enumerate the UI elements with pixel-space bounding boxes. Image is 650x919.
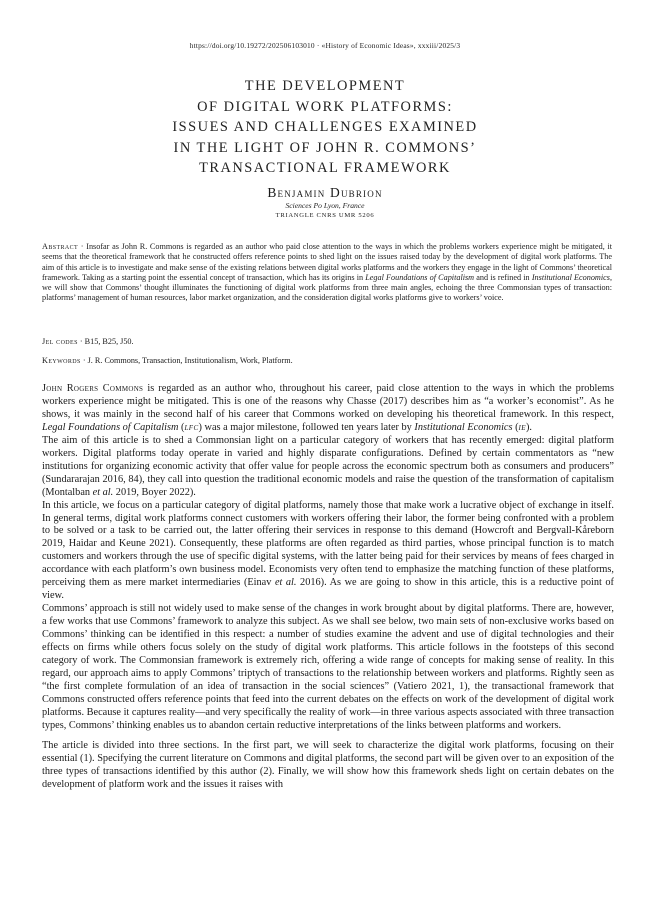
- paragraph-text: ) was a major milestone, followed ten years later by: [198, 421, 415, 433]
- paragraph-text: The aim of this article is to shed a Commonsian light on a particular category of workers that has recently emerged: digital platform workers. Digital platforms today operate in varied and highly disparate configurations. Defined by certain commentators as “new institutions for organizing economic activity that offer value for people across the economic spectrum both as consumers and producers” (Sundararajan 2016, 84), they call into question the traditional economic models and raise the question of the transformation of capitalism (Montalban: [42, 434, 614, 498]
- book-title: Legal Foundations of Capitalism: [42, 421, 179, 433]
- paragraph-text: ).: [525, 421, 532, 433]
- abstract-separator: ·: [78, 242, 87, 251]
- citation-etal: et al.: [274, 577, 297, 589]
- book-abbrev: ie: [518, 421, 526, 433]
- abstract-text: , we will show that Commons’ thought illuminates the functioning of digital work platforms from three main angles, echoing the three Commonsian types of transaction: platforms’ management of human resources, labor market organization, and the consideration digital works platforms give to workers’ voice.: [42, 272, 612, 303]
- opening-small-caps: John Rogers Commons: [42, 383, 144, 394]
- keywords-separator: ·: [80, 356, 88, 365]
- article-title: [0, 76, 650, 179]
- book-title: Institutional Economics: [414, 421, 513, 433]
- paragraph-text: The article is divided into three sections. In the first part, we will seek to characterize the digital work platforms, focusing on their essential (1). Specifying the current literature on Commons and digital platforms, the second part will be given over to an exposition of the three types of transactions identified by this author (2). Finally, we will show how this framework sheds light on certain debates on the development of platform work and the issues it raises with: [42, 739, 614, 790]
- citation-etal: et al.: [92, 486, 114, 498]
- paragraph-text: 2016). As we are going to show in this article, this is a reductive point of view.: [42, 577, 614, 602]
- title-line: THE DEVELOPMENT: [244, 78, 406, 94]
- paragraph-text: is regarded as an author who, throughout his career, paid close attention to the ways in which the problems workers experience might be mitigated. This is one of the reasons why Chasse (2017) describes him as “a worker’s economist”. As he shows, it was mainly in the second half of his career that Commons worked on developing his theoretical framework. In this respect,: [42, 383, 614, 420]
- author-affiliation: Sciences Po Lyon, France: [285, 201, 365, 210]
- abstract-text: Insofar as John R. Commons is regarded as an author who paid close attention to the ways in which the problems workers experience might be mitigated, it seems that the theoretical framework that he constructed offers reference points to shed light on the issues raised today by the development of digital work platforms. The aim of this article is to investigate and make sense of the existing relations between digital works platforms and the workers they engage in the light of Commons’ theoretical framework. Taking as a starting point the essential concept of transaction, which has its origins in: [42, 242, 612, 282]
- body-paragraph: [42, 435, 614, 500]
- article-body: [42, 383, 614, 792]
- author-name: Benjamin Dubrion: [267, 185, 383, 200]
- jel-codes: [42, 337, 612, 346]
- body-paragraph: [42, 383, 614, 435]
- abstract-book-title: Legal Foundations of Capitalism: [365, 272, 475, 282]
- jel-label: Jel codes: [42, 337, 78, 346]
- title-line: TRANSACTIONAL FRAMEWORK: [199, 160, 451, 177]
- abstract-label: Abstract: [42, 242, 79, 251]
- body-paragraph: [42, 500, 614, 604]
- author-lab: TRIANGLE CNRS UMR 5206: [275, 212, 375, 219]
- paragraph-text: (: [512, 421, 519, 433]
- paragraph-text: (: [178, 421, 185, 433]
- keywords-value: J. R. Commons, Transaction, Institutionalism, Work, Platform.: [87, 356, 293, 365]
- title-line: OF DIGITAL WORK PLATFORMS:: [197, 98, 453, 115]
- jel-value: B15, B25, J50.: [84, 337, 134, 346]
- abstract-text: and is refined in: [474, 272, 532, 282]
- abstract-book-title: Institutional Economics: [531, 272, 610, 282]
- title-line: IN THE LIGHT OF JOHN R. COMMONS’: [173, 139, 477, 156]
- book-abbrev: lfc: [184, 421, 199, 433]
- running-head: https://doi.org/10.19272/202506103010 · «History of Economic Ideas», xxxiii/2025/3: [189, 41, 461, 50]
- paragraph-text: Commons’ approach is still not widely used to make sense of the changes in work brought about by digital platforms. There are, however, a few works that use Commons’ framework to analyze this subject. As we shall see below, two main sets of non-exclusive works based on Commons’ thinking can be identified in this respect: a number of studies examine the advent and use of digital technologies and their effects on firms while others focus solely on the study of digital work platforms. This article follows in the footsteps of this second category of work. The Commonsian framework is extremely rich, offering a wide range of concepts for making sense of reality. In this regard, our approach aims to apply Commons’ triptych of transactions to the relationship between workers and platforms. Rightly seen as “the first complete formulation of an idea of transaction in the social sciences” (Vatiero 2021, 1), the transactional framework that Commons constructed offers reference points that feed into the current debates on the effects on work of the development of digital work platforms. Because it captures reality—and very specifically the reality of work—in three various aspects associated with three transaction types, Commons’ thinking enables us to abandon certain reductive interpretations of the links between platforms and workers.: [42, 603, 614, 731]
- paragraph-text: 2019, Boyer 2022).: [113, 486, 196, 498]
- body-paragraph: [42, 740, 614, 792]
- title-line: ISSUES AND CHALLENGES EXAMINED: [172, 119, 478, 136]
- body-paragraph: [42, 603, 614, 733]
- paragraph-text: In this article, we focus on a particular category of digital platforms, namely those that make work a lucrative object of exchange in itself. In general terms, digital work platforms connect customers with workers offering their labor, the former being confronted with a problem to be solved or a task to be carried out, the latter offering their services in response to this demand (Howcroft and Bergvall-Kåreborn 2019, Haidar and Keune 2021). Consequently, these platforms are often regarded as third parties, whose principal function is to match customers and workers through the use of specific digital systems, with the latter being paid for their services by means of fees charged in accordance with each platform’s own business model. Economists very often tend to emphasize the matching function of these platforms, perceiving them as mere market intermediaries (Einav: [42, 499, 614, 589]
- keywords: [42, 356, 612, 365]
- jel-separator: ·: [77, 337, 85, 346]
- keywords-label: Keywords: [42, 356, 81, 365]
- abstract: [42, 242, 612, 304]
